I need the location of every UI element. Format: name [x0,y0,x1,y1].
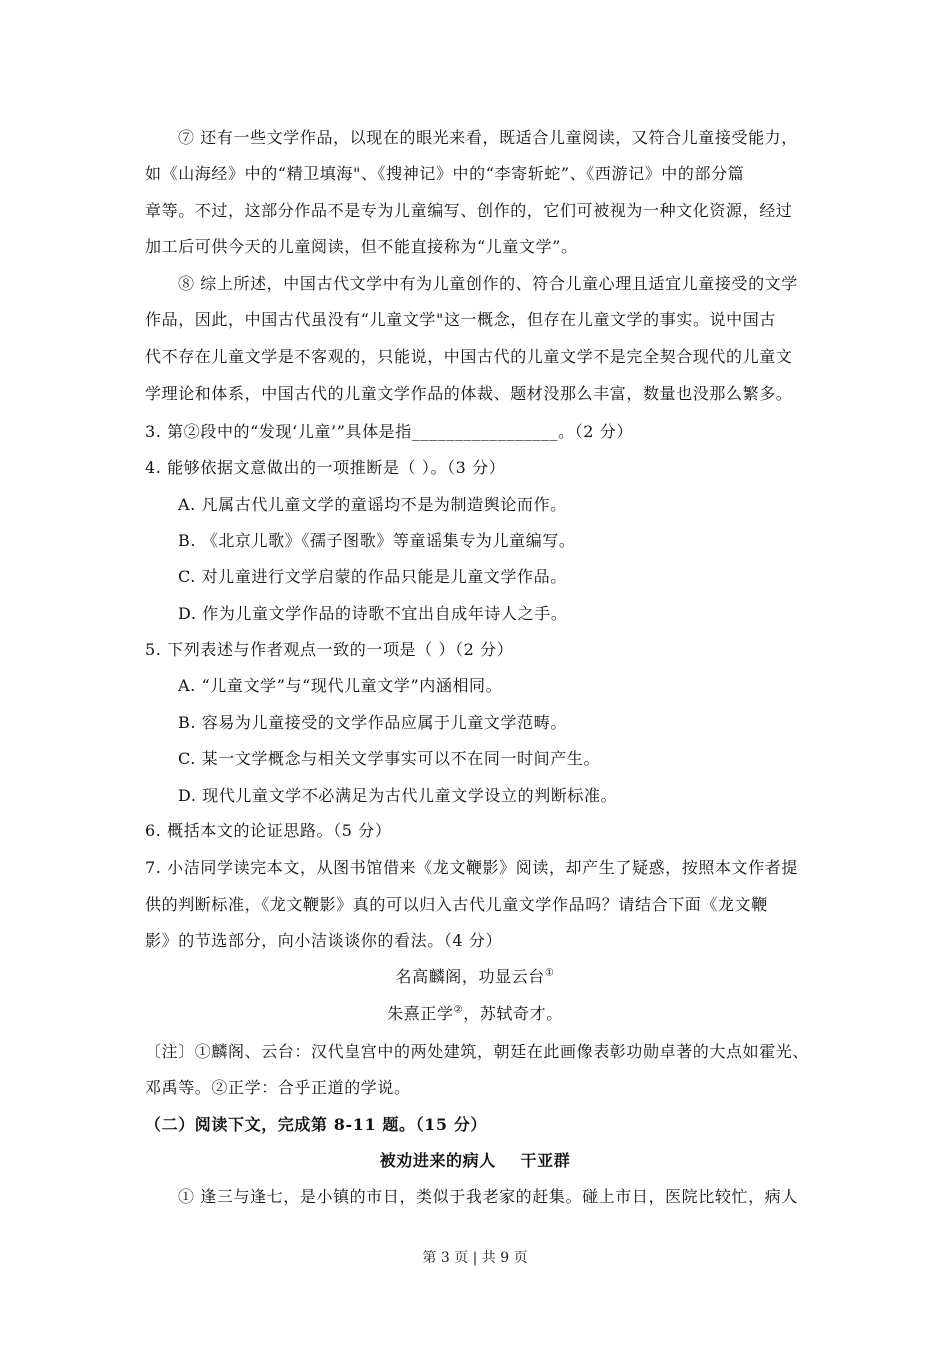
question-4-option-a: A. 凡属古代儿童文学的童谣均不是为制造舆论而作。 [178,495,567,514]
question-6: 6. 概括本文的论证思路。（5 分） [145,821,392,840]
poem-line-2-text-a: 朱熹正学 [387,1004,454,1023]
page-footer: 第 3 页 | 共 9 页 [422,1250,528,1266]
question-5-option-d: D. 现代儿童文学不必满足为古代儿童文学设立的判断标准。 [178,786,618,805]
question-4-option-d: D. 作为儿童文学作品的诗歌不宜出自成年诗人之手。 [178,604,568,623]
paragraph-8-line-3: 代不存在儿童文学是不客观的，只能说，中国古代的儿童文学不是完全契合现代的儿童文 [145,347,793,366]
question-7-line-3: 影》的节选部分，向小洁谈谈你的看法。（4 分） [145,931,503,950]
question-5-option-c: C. 某一文学概念与相关文学事实可以不在同一时间产生。 [178,749,601,768]
note-line-2: 邓禹等。②正学：合乎正道的学说。 [145,1078,411,1097]
question-4-option-c: C. 对儿童进行文学启蒙的作品只能是儿童文学作品。 [178,567,567,586]
paragraph-8-line-1: ⑧ 综上所述，中国古代文学中有为儿童创作的、符合儿童心理且适宜儿童接受的文学 [178,274,798,293]
article-paragraph-1-line-1: ① 逢三与逢七，是小镇的市日，类似于我老家的赶集。碰上市日，医院比较忙，病人 [178,1187,798,1206]
paragraph-7-line-1: ⑦ 还有一些文学作品，以现在的眼光来看，既适合儿童阅读，又符合儿童接受能力， [178,128,798,147]
article-title: 被劝进来的病人 干亚群 [379,1151,571,1170]
question-4-stem: 4. 能够依据文意做出的一项推断是（ ）。（3 分） [145,458,506,477]
question-4-option-b: B. 《北京儿歌》《孺子图歌》等童谣集专为儿童编写。 [178,531,576,550]
question-5-stem: 5. 下列表述与作者观点一致的一项是（ ）（2 分） [145,640,514,659]
poem-line-1 [0,966,950,988]
poem-line-2-text-b: ，苏轼奇才。 [463,1004,563,1023]
paragraph-8-line-2: 作品，因此，中国古代虽没有“儿童文学"这一概念，但存在儿童文学的事实。说中国古 [145,310,776,329]
section-2-heading: （二）阅读下文，完成第 8-11 题。（15 分） [145,1115,488,1134]
note-line-1: 〔注〕①麟阁、云台：汉代皇宫中的两处建筑，朝廷在此画像表彰功勋卓著的大点如霍光、 [145,1042,810,1061]
footnote-mark-1: ① [544,967,555,979]
question-5-option-b: B. 容易为儿童接受的文学作品应属于儿童文学范畴。 [178,713,567,732]
question-7-line-2: 供的判断标准，《龙文鞭影》真的可以归入古代儿童文学作品吗？请结合下面《龙文鞭 [145,895,768,914]
question-7-line-1: 7. 小洁同学读完本文，从图书馆借来《龙文鞭影》阅读，却产生了疑惑，按照本文作者提 [145,858,798,877]
question-3: 3. 第②段中的“发现‘儿童’”具体是指_________________。（2 分） [145,422,633,441]
paragraph-7-line-3: 章等。不过，这部分作品不是专为儿童编写、创作的，它们可被视为一种文化资源，经过 [145,201,793,220]
question-5-option-a: A. “儿童文学”与“现代儿童文学”内涵相同。 [178,676,503,695]
footnote-mark-2: ② [453,1004,464,1016]
paragraph-8-line-4: 学理论和体系，中国古代的儿童文学作品的体裁、题材没那么丰富，数量也没那么繁多。 [145,384,793,403]
poem-line-2 [0,1003,950,1025]
poem-line-1-text: 名高麟阁，功显云台 [395,967,545,986]
paragraph-7-line-4: 加工后可供今天的儿童阅读，但不能直接称为“儿童文学”。 [145,237,578,256]
paragraph-7-line-2: 如《山海经》中的“精卫填海"、《搜神记》中的“李寄斩蛇”、《西游记》中的部分篇 [145,164,745,183]
